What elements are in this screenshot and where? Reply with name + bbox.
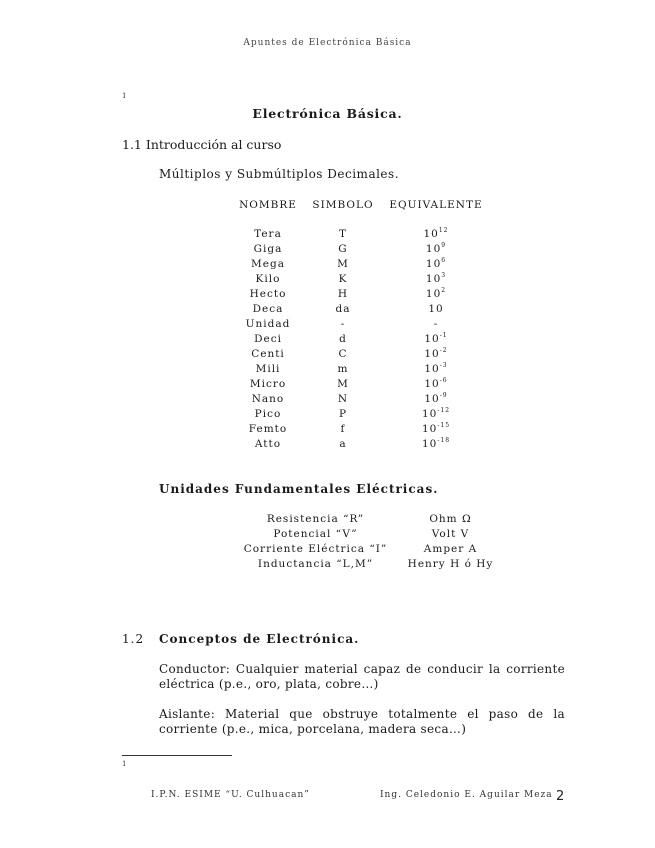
- section-2-number: 1.2: [122, 632, 145, 646]
- unit-name: Volt V: [431, 528, 470, 540]
- table-spacer-row: [236, 212, 486, 227]
- prefix-name: Giga: [253, 243, 283, 255]
- definition-conductor: Conductor: Cualquier material capaz de conducir la corriente eléctrica (p.e., oro, plata, cobre…): [159, 662, 565, 691]
- section-2-title: Conceptos de Electrónica.: [159, 632, 360, 646]
- prefix-symbol: m: [337, 363, 349, 375]
- unit-name: Ohm Ω: [429, 513, 472, 525]
- table-row: [236, 257, 486, 272]
- prefix-symbol: M: [337, 378, 349, 390]
- prefix-equivalent: $10^{-15}$: [421, 422, 451, 435]
- table-row: [236, 437, 486, 452]
- unit-name: Amper A: [423, 543, 478, 555]
- prefix-symbol: N: [337, 393, 349, 405]
- prefix-equivalent: 10: [428, 303, 444, 315]
- prefix-symbol: P: [338, 408, 348, 420]
- table-row: [236, 302, 486, 317]
- section-2-heading: [122, 632, 359, 646]
- footnote-mark: 1: [122, 92, 127, 100]
- column-header-symbol: SIMBOLO: [312, 199, 374, 211]
- exponent: -1: [439, 332, 448, 339]
- table-row: [236, 347, 486, 362]
- table-row: [236, 287, 486, 302]
- prefix-name: Hecto: [249, 288, 287, 300]
- prefix-equivalent: $10^{-3}$: [424, 362, 448, 375]
- multiples-body: [236, 212, 486, 452]
- table-row: [236, 227, 486, 242]
- prefix-equivalent: $10^3$: [425, 272, 447, 285]
- unit-quantity: Potencial “V”: [273, 528, 358, 540]
- section-1-title: Introducción al curso: [145, 137, 282, 152]
- column-header-equivalent: EQUIVALENTE: [389, 199, 483, 211]
- prefix-symbol: d: [339, 333, 347, 345]
- page-header: Apuntes de Electrónica Básica: [243, 38, 412, 48]
- exponent: -2: [439, 347, 448, 354]
- table-row: [236, 362, 486, 377]
- prefix-equivalent: $10^2$: [425, 287, 447, 300]
- prefix-symbol: a: [339, 438, 347, 450]
- prefix-equivalent: $10^{-1}$: [424, 332, 448, 345]
- table-row: [236, 242, 486, 257]
- prefix-symbol: G: [338, 243, 348, 255]
- prefix-name: Nano: [251, 393, 285, 405]
- prefix-equivalent: $10^6$: [425, 257, 447, 270]
- multiples-header-row: [236, 198, 486, 212]
- unit-name: Henry H ó Hy: [407, 558, 494, 570]
- units-heading: Unidades Fundamentales Eléctricas.: [159, 482, 439, 496]
- footer-left: I.P.N. ESIME “U. Culhuacan”: [151, 790, 310, 800]
- prefix-name: Deca: [252, 303, 284, 315]
- column-header-name: NOMBRE: [239, 199, 297, 211]
- table-row: [243, 557, 513, 572]
- prefix-symbol: C: [338, 348, 348, 360]
- prefix-equivalent: -: [433, 318, 439, 330]
- exponent: -18: [437, 437, 451, 444]
- prefix-symbol: da: [335, 303, 351, 315]
- exponent: -9: [439, 392, 448, 399]
- prefix-name: Mega: [251, 258, 285, 270]
- multiples-table: [236, 198, 486, 452]
- section-1-number: 1.1: [122, 137, 142, 152]
- prefix-equivalent: $10^{-12}$: [421, 407, 451, 420]
- exponent: 2: [441, 287, 447, 294]
- exponent: -6: [439, 377, 448, 384]
- table-row: [236, 377, 486, 392]
- prefix-name: Atto: [254, 438, 282, 450]
- table-row: [236, 407, 486, 422]
- definition-aislante: Aislante: Material que obstruye totalmente el paso de la corriente (p.e., mica, porcelana, madera seca…): [159, 707, 565, 736]
- units-body: [243, 512, 513, 572]
- table-row: [243, 512, 513, 527]
- prefix-name: Unidad: [245, 318, 291, 330]
- document-title: Electrónica Básica.: [252, 106, 403, 121]
- table-row: [236, 332, 486, 347]
- prefix-symbol: H: [337, 288, 349, 300]
- table-row: [236, 392, 486, 407]
- prefix-name: Tera: [254, 228, 282, 240]
- section-1-heading: [122, 137, 281, 152]
- exponent: -3: [439, 362, 448, 369]
- unit-quantity: Inductancia “L,M”: [257, 558, 374, 570]
- table-row: [236, 272, 486, 287]
- exponent: 3: [441, 272, 447, 279]
- exponent: 9: [441, 242, 447, 249]
- footnote-mark-bottom: 1: [122, 760, 127, 768]
- prefix-equivalent: $10^{-18}$: [421, 437, 451, 450]
- footer-right: Ing. Celedonio E. Aguilar Meza: [380, 790, 553, 800]
- prefix-symbol: M: [337, 258, 349, 270]
- prefix-symbol: T: [338, 228, 347, 240]
- prefix-equivalent: $10^9$: [425, 242, 447, 255]
- prefix-equivalent: $10^{12}$: [423, 227, 449, 240]
- exponent: -12: [437, 407, 451, 414]
- prefix-name: Pico: [254, 408, 282, 420]
- prefix-name: Mili: [255, 363, 281, 375]
- exponent: 6: [441, 257, 447, 264]
- prefix-equivalent: $10^{-6}$: [424, 377, 448, 390]
- prefix-name: Femto: [248, 423, 288, 435]
- prefix-symbol: -: [340, 318, 346, 330]
- multiples-heading: Múltiplos y Submúltiplos Decimales.: [159, 167, 400, 181]
- prefix-symbol: f: [340, 423, 346, 435]
- prefix-name: Kilo: [255, 273, 281, 285]
- unit-quantity: Resistencia “R”: [266, 513, 365, 525]
- table-row: [236, 422, 486, 437]
- exponent: -15: [437, 422, 451, 429]
- prefix-equivalent: $10^{-2}$: [424, 347, 448, 360]
- unit-quantity: Corriente Eléctrica “I”: [243, 543, 388, 555]
- prefix-equivalent: $10^{-9}$: [424, 392, 448, 405]
- table-row: [236, 317, 486, 332]
- prefix-symbol: K: [338, 273, 348, 285]
- exponent: 12: [438, 227, 449, 234]
- table-row: [243, 542, 513, 557]
- prefix-name: Deci: [254, 333, 282, 345]
- prefix-name: Centi: [251, 348, 285, 360]
- page-number: 2: [556, 789, 565, 804]
- footnote-rule: [122, 755, 232, 756]
- prefix-name: Micro: [249, 378, 287, 390]
- units-table: [243, 512, 513, 572]
- table-row: [243, 527, 513, 542]
- concepts-body: [159, 662, 565, 737]
